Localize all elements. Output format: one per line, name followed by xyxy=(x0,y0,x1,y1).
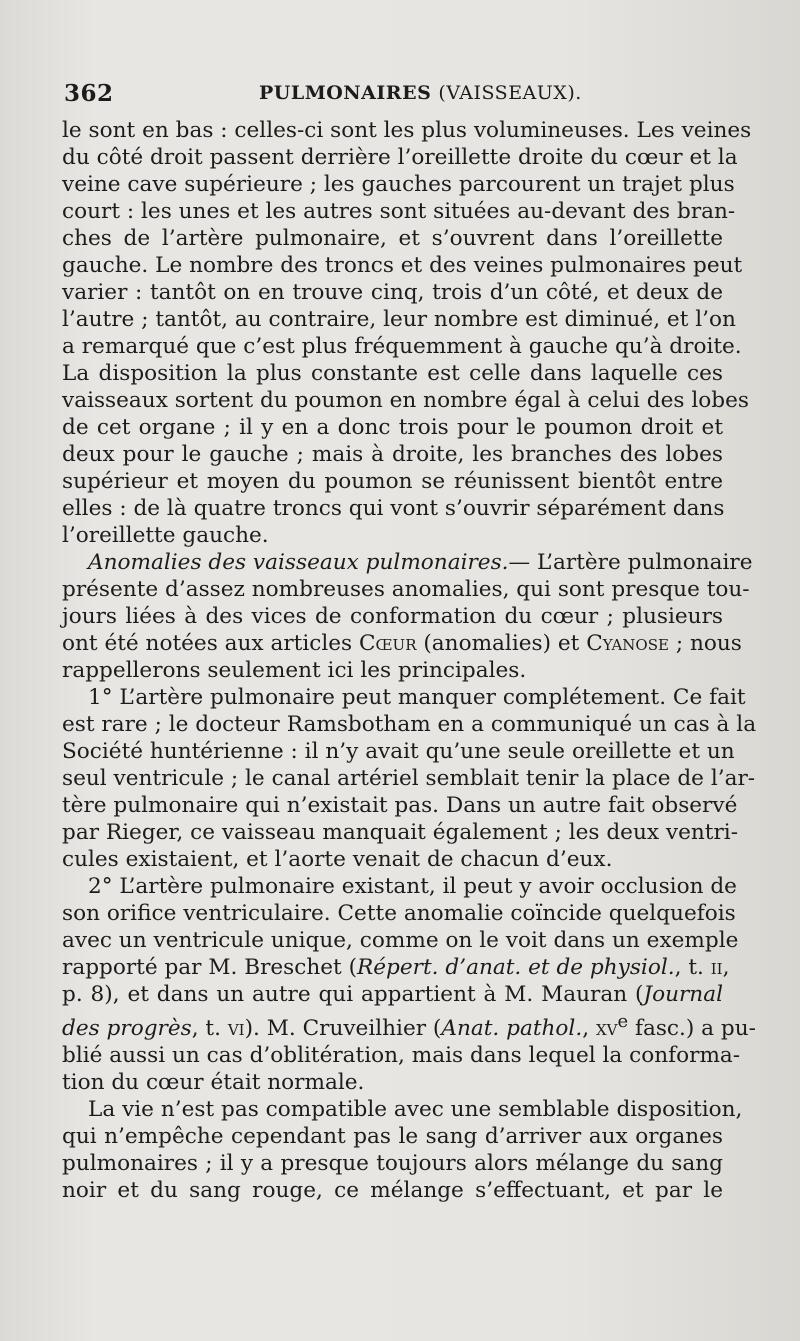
text-line: deux pour le gauche ; mais à droite, les branches des lobes xyxy=(62,442,723,467)
text-line: a remarqué que c’est plus fréquemment à gauche qu’à droite. xyxy=(62,334,742,359)
text-fragment: p. 8), et dans un autre qui appartient à M. Mauran ( xyxy=(62,982,644,1007)
text-fragment: , t. xyxy=(191,1016,228,1042)
text-line: l’autre ; tantôt, au contraire, leur nombre est diminué, et l’on xyxy=(62,307,736,332)
page-number: 362 xyxy=(64,80,114,107)
running-title xyxy=(259,82,582,104)
text-line: tère pulmonaire qui n’existait pas. Dans un autre fait observé xyxy=(62,793,738,818)
text-line: est rare ; le docteur Ramsbotham en a communiqué un cas à la xyxy=(62,712,757,737)
text-fragment: , xyxy=(722,955,730,980)
roman-numeral: xv xyxy=(595,1016,618,1042)
cross-reference: Cyanose xyxy=(586,631,669,656)
roman-numeral: ii xyxy=(710,955,723,980)
text-fragment: (anomalies) et xyxy=(416,631,587,656)
text-line: elles : de là quatre troncs qui vont s’ouvrir séparément dans xyxy=(62,496,725,521)
text-line: le sont en bas : celles-ci sont les plus volumineuses. Les veines xyxy=(62,118,752,143)
roman-numeral: vi xyxy=(227,1016,245,1042)
text-line: pulmonaires ; il y a presque toujours alors mélange du sang xyxy=(62,1151,723,1177)
running-title-main: PULMONAIRES xyxy=(259,82,432,104)
text-line: Société huntérienne : il n’y avait qu’une seule oreillette et un xyxy=(62,739,735,764)
text-line: seul ventricule ; le canal artériel semblait tenir la place de l’ar- xyxy=(62,766,756,791)
superscript: e xyxy=(617,1011,629,1032)
text-line: cules existaient, et l’aorte venait de chacun d’eux. xyxy=(62,847,613,872)
section-heading: Anomalies des vaisseaux pulmonaires. xyxy=(88,550,509,575)
running-header xyxy=(64,80,724,114)
text-fragment: fasc.) a pu- xyxy=(628,1016,756,1042)
text-line xyxy=(62,954,730,981)
text-line: de cet organe ; il y en a donc trois pour le poumon droit et xyxy=(62,415,723,440)
text-line: vaisseaux sortent du poumon en nombre égal à celui des lobes xyxy=(62,388,749,413)
text-line: court : les unes et les autres sont situées au-devant des bran- xyxy=(62,199,736,224)
text-line: ches de l’artère pulmonaire, et s’ouvrent dans l’oreillette xyxy=(62,226,723,251)
text-line: varier : tantôt on en trouve cinq, trois d’un côté, et deux de xyxy=(62,280,723,305)
text-line: tion du cœur était normale. xyxy=(62,1070,365,1096)
text-line: noir et du sang rouge, ce mélange s’effectuant, et par le xyxy=(62,1178,723,1204)
running-title-sub: (VAISSEAUX). xyxy=(438,82,582,104)
text-line: blié aussi un cas d’oblitération, mais dans lequel la conforma- xyxy=(62,1043,741,1069)
text-line xyxy=(62,630,742,657)
citation: Journal xyxy=(643,982,723,1007)
text-line: qui n’empêche cependant pas le sang d’arriver aux organes xyxy=(62,1124,723,1150)
text-line: 2° L’artère pulmonaire existant, il peut y avoir occlusion de xyxy=(88,874,737,899)
text-fragment: , xyxy=(582,1016,596,1042)
text-fragment: rapporté par M. Breschet ( xyxy=(62,955,358,980)
text-line: La disposition la plus constante est celle dans laquelle ces xyxy=(62,361,723,386)
text-line: 1° L’artère pulmonaire peut manquer complétement. Ce fait xyxy=(88,685,746,710)
text-line xyxy=(62,1008,756,1042)
text-line: du côté droit passent derrière l’oreillette droite du cœur et la xyxy=(62,145,738,170)
body-text xyxy=(62,117,757,1204)
text-line: par Rieger, ce vaisseau manquait également ; les deux ventri- xyxy=(62,820,738,845)
text-line: rappellerons seulement ici les principales. xyxy=(62,658,527,683)
citation: des progrès xyxy=(62,1016,192,1042)
citation: Répert. d’anat. et de physiol. xyxy=(357,955,675,980)
text-line: veine cave supérieure ; les gauches parcourent un trajet plus xyxy=(62,172,735,197)
text-line: l’oreillette gauche. xyxy=(62,523,269,548)
text-fragment: ont été notées aux articles xyxy=(62,631,359,656)
text-line: présente d’assez nombreuses anomalies, qui sont presque tou- xyxy=(62,577,750,602)
text-line: gauche. Le nombre des troncs et des veines pulmonaires peut xyxy=(62,253,743,278)
text-line xyxy=(62,981,723,1008)
text-line-heading xyxy=(62,549,753,576)
text-fragment: ). M. Cruveilhier ( xyxy=(244,1016,442,1042)
text-line: La vie n’est pas compatible avec une semblable disposition, xyxy=(88,1097,743,1123)
cross-reference: Cœur xyxy=(358,631,417,656)
text-line: son orifice ventriculaire. Cette anomalie coïncide quelquefois xyxy=(62,901,736,926)
text-line: jours liées à des vices de conformation du cœur ; plusieurs xyxy=(62,604,723,629)
text-line: avec un ventricule unique, comme on le voit dans un exemple xyxy=(62,928,739,953)
text-line: supérieur et moyen du poumon se réunissent bientôt entre xyxy=(62,469,723,494)
text-fragment: , t. xyxy=(674,955,711,980)
text-fragment: ; nous xyxy=(668,631,742,656)
text-fragment: — L’artère pulmonaire xyxy=(508,550,753,575)
citation: Anat. pathol. xyxy=(441,1016,583,1042)
